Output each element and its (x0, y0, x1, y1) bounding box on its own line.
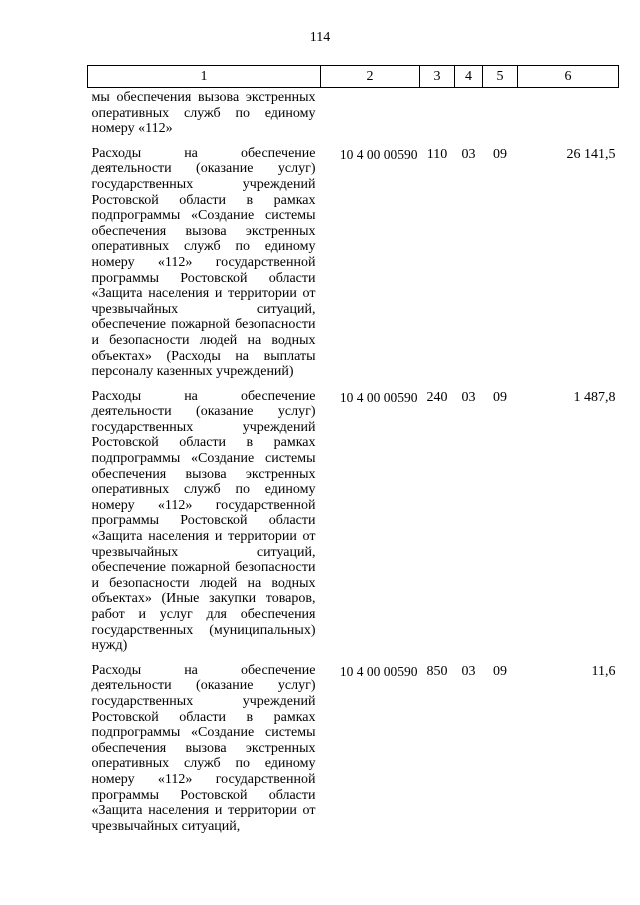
continuation-text: мы обеспечения вызова экстренных оперативных служб по единому номеру «112» (91, 90, 316, 137)
row-amount: 11,6 (591, 663, 616, 679)
column-header-1: 1 (88, 66, 321, 88)
table-row (88, 146, 619, 389)
budget-table (87, 65, 619, 834)
page-number: 114 (309, 30, 331, 45)
header-row (88, 66, 619, 88)
column-header-2: 2 (321, 66, 420, 88)
column-header-5: 5 (483, 66, 518, 88)
row-expense-type: 110 (426, 146, 448, 162)
row-subsection: 09 (493, 146, 507, 162)
row-amount: 1 487,8 (573, 389, 616, 405)
row-description: Расходы на обеспечение деятельности (оказание услуг) государственных учреждений Ростовской области в рамках подпрограммы «Создание системы обеспечения вызова экстренных оперативных служб по единому номеру «112» государственной программы Ростовской области «Защита населения и территории от чрезвычайных ситуаций, (91, 662, 316, 834)
row-description: Расходы на обеспечение деятельности (оказание услуг) государственных учреждений Ростовской области в рамках подпрограммы «Создание системы обеспечения вызова экстренных оперативных служб по единому номеру «112» государственной программы Ростовской области «Защита населения и территории от чрезвычайных ситуаций, обеспечение пожарной безопасности и безопасности людей на водных объектах» (Расходы на выплаты персоналу казенных учреждений) (91, 145, 316, 380)
row-amount: 26 141,5 (566, 146, 616, 162)
row-section: 03 (461, 146, 476, 162)
row-expense-type: 240 (426, 389, 448, 405)
continuation-row (88, 88, 619, 146)
row-section: 03 (461, 389, 476, 405)
row-description: Расходы на обеспечение деятельности (оказание услуг) государственных учреждений Ростовской области в рамках подпрограммы «Создание системы обеспечения вызова экстренных оперативных служб по единому номеру «112» государственной программы Ростовской области «Защита населения и территории от чрезвычайных ситуаций, обеспечение пожарной безопасности и безопасности людей на водных объектах» (Иные закупки товаров, работ и услуг для обеспечения государственных (муниципальных) нужд) (91, 388, 316, 654)
row-expense-type: 850 (426, 663, 448, 679)
table-row (88, 663, 619, 835)
row-subsection: 09 (493, 389, 507, 405)
column-header-3: 3 (420, 66, 455, 88)
column-header-6: 6 (518, 66, 619, 88)
column-header-4: 4 (455, 66, 483, 88)
row-target-article: 10 4 00 00590 (339, 389, 418, 405)
table-row (88, 389, 619, 663)
row-subsection: 09 (493, 663, 507, 679)
row-target-article: 10 4 00 00590 (339, 663, 418, 679)
row-section: 03 (461, 663, 476, 679)
row-target-article: 10 4 00 00590 (339, 146, 418, 162)
